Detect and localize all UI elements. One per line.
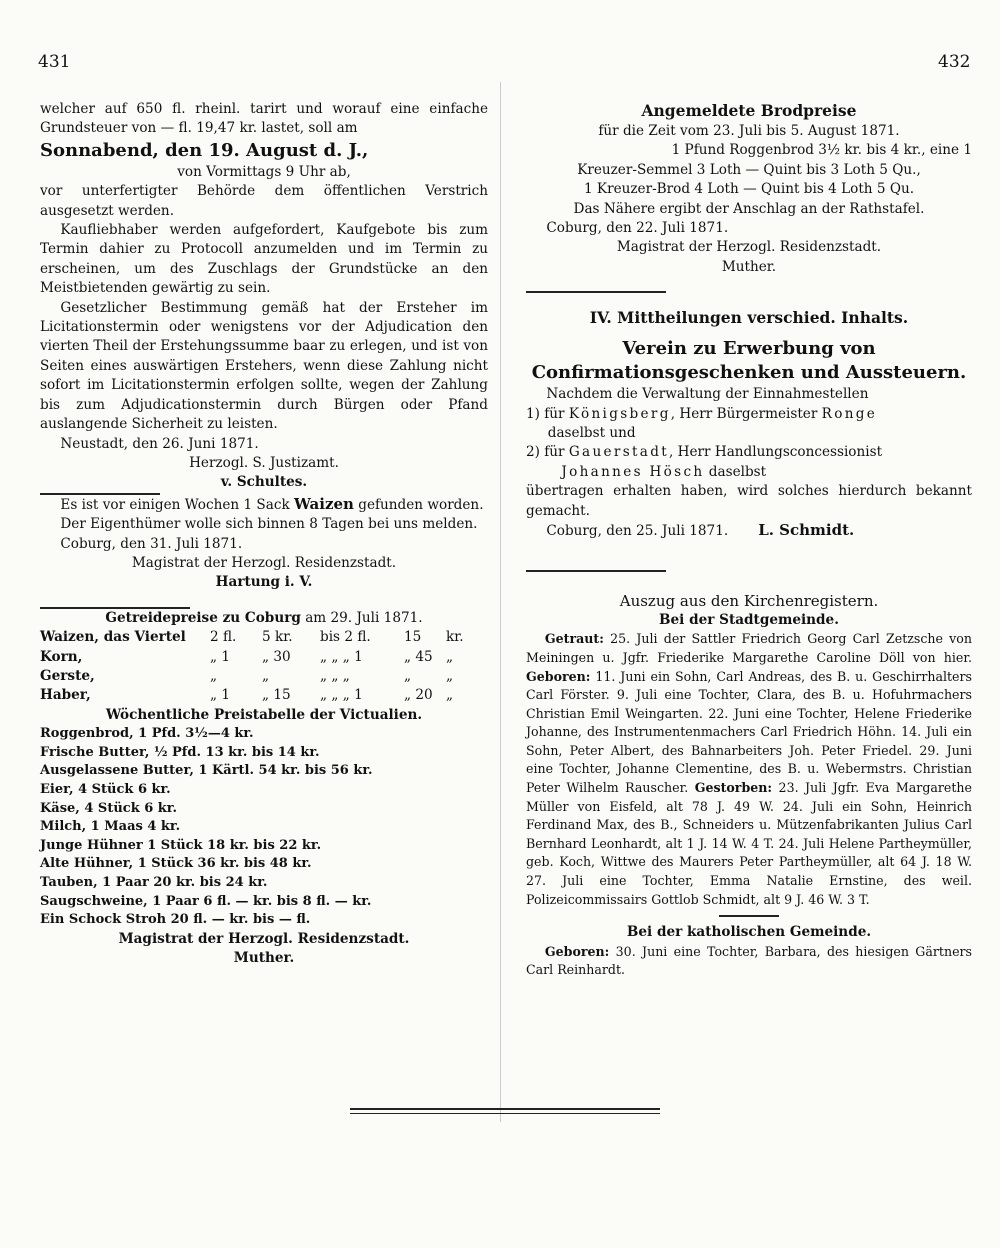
victual-item: Alte Hühner, 1 Stück 36 kr. bis 48 kr. bbox=[40, 856, 312, 872]
victuals-authority: Magistrat der Herzogl. Residenzstadt. bbox=[118, 930, 410, 947]
bread-line: 1 Kreuzer-Brod 4 Loth — Quint bis 4 Loth 5 Qu. bbox=[583, 181, 915, 198]
grain-cell: 15 bbox=[404, 629, 422, 646]
victual-item: Käse, 4 Stück 6 kr. bbox=[40, 800, 177, 816]
grain-cell: „ „ „ 1 bbox=[320, 648, 363, 665]
left-column bbox=[40, 100, 488, 969]
bread-price-period: für die Zeit vom 23. Juli bis 5. August 1871. bbox=[598, 123, 900, 139]
page-number-right: 432 bbox=[938, 52, 971, 72]
grain-cell: Korn, bbox=[40, 648, 83, 665]
grain-cell: kr. bbox=[446, 629, 464, 646]
grain-row bbox=[40, 667, 488, 686]
grain-cell: „ bbox=[210, 667, 218, 684]
auction-text-1: welcher auf 650 fl. rheinl. tarirt und worauf eine einfache Grundsteuer von — fl. 19,47 kr. lastet, soll am bbox=[40, 101, 488, 137]
victuals-title: Wöchentliche Preistabelle der Victualien. bbox=[105, 706, 423, 723]
victual-item: Junge Hühner 1 Stück 18 kr. bis 22 kr. bbox=[40, 837, 322, 853]
found-owner-notice: Der Eigenthümer wolle sich binnen 8 Tagen bei uns melden. bbox=[60, 516, 478, 533]
verein-item-1-cont: daselbst und bbox=[547, 425, 636, 442]
verein-item-2-cont: Johannes Hösch daselbst bbox=[561, 463, 767, 480]
bread-signature: Muther. bbox=[721, 258, 777, 275]
section-heading: IV. Mittheilungen verschied. Inhalts. bbox=[589, 308, 909, 328]
grain-cell: „ 15 bbox=[262, 687, 291, 704]
victual-item: Tauben, 1 Paar 20 kr. bis 24 kr. bbox=[40, 874, 268, 890]
grain-cell: „ 20 bbox=[404, 687, 433, 704]
grain-cell: Haber, bbox=[40, 687, 91, 704]
grain-cell: „ „ „ 1 bbox=[320, 687, 363, 704]
auction-paragraph-3: Gesetzlicher Bestimmung gemäß hat der Ersteher im Licitationstermin oder wenigstens vor der Adjudication den vierten Theil der Erstehungssumme baar zu erlegen, und ist von Seiten eines auswärtigen Erstehers, wenn diese Zahlung nicht sofort im Licitationstermin erfolgen sollte, wegen der Zahlung bis zum Adjudicationstermin durch Bürgen oder Pfand auslangende Sicherheit zu leisten. bbox=[40, 299, 488, 433]
auction-date: Sonnabend, den 19. August d. J., bbox=[40, 139, 369, 161]
grain-row bbox=[40, 686, 488, 705]
grain-cell: „ „ „ bbox=[320, 667, 350, 684]
victual-item: Ein Schock Stroh 20 fl. — kr. bis — fl. bbox=[40, 912, 311, 928]
grain-cell: „ bbox=[446, 667, 454, 684]
verein-item-2: 2) für Gauerstadt, Herr Handlungsconcessionist bbox=[526, 444, 883, 461]
auction-date-place: Neustadt, den 26. Juni 1871. bbox=[60, 435, 259, 452]
grain-cell: „ bbox=[446, 648, 454, 665]
grain-cell: Waizen, das Viertel bbox=[40, 629, 186, 646]
verein-end: übertragen erhalten haben, wird solches hierdurch bekannt gemacht. bbox=[526, 483, 972, 519]
found-date-place: Coburg, den 31. Juli 1871. bbox=[60, 535, 243, 552]
auction-time: von Vormittags 9 Uhr ab, bbox=[177, 163, 351, 180]
grain-cell: „ bbox=[262, 667, 270, 684]
bread-line: 1 Pfund Roggenbrod 3½ kr. bis 4 kr., eine 1 bbox=[671, 142, 972, 159]
page-end-rule bbox=[350, 1108, 660, 1110]
victual-item: Saugschweine, 1 Paar 6 fl. — kr. bis 8 fl. — kr. bbox=[40, 893, 372, 909]
grain-cell: „ 45 bbox=[404, 648, 433, 665]
bread-line: Das Nähere ergibt der Anschlag an der Rathstafel. bbox=[573, 200, 925, 217]
kirchen-register-text: Getraut: 25. Juli der Sattler Friedrich Georg Carl Zetzsche von Meiningen u. Jgfr. Friederike Margarethe Caroline Döll von hier. Geboren: 11. Juni ein Sohn, Carl Andreas, des B. u. Geschirrhalters Carl Förster. 9. Juli eine Tochter, Clara, des B. u. Hofuhrmachers Christian Emil Weingarten. 22. Juni eine Tochter, Helene Friederike Johanne, des Instrumentenmachers Carl Friedrich Höhn. 14. Juli ein Sohn, Peter Albert, des Bahnarbeiters Joh. Peter Friedel. 29. Juni eine Tochter, Johanne Clementine, des B. u. Webermstrs. Christian Peter Wilhelm Rauscher. Gestorben: 23. Juli Jgfr. Eva Margarethe Müller von Eisfeld, alt 78 J. 49 W. 24. Juli ein Sohn, Heinrich Ferdinand Max, des B., Schneiders u. Mützenfabrikanten Julius Carl Bernhard Leonhardt, alt 1 J. 14 W. 4 T. 24. Juli Helene Partheymüller, geb. Koch, Wittwe des Maurers Peter Partheymüller, alt 64 J. 18 W. 27. Juli eine Tochter, Emma Natalie Ernstine, des weil. Polizeicommissairs Gottlob Schmidt, alt 9 J. 46 W. 3 T. bbox=[526, 631, 972, 907]
grain-cell: bis 2 fl. bbox=[320, 629, 371, 646]
verein-date-place: Coburg, den 25. Juli 1871. L. Schmidt. bbox=[546, 521, 855, 540]
found-signature: Hartung i. V. bbox=[215, 574, 313, 591]
column-divider bbox=[500, 82, 501, 1122]
page-number-left: 431 bbox=[38, 52, 71, 72]
separator-rule bbox=[526, 570, 666, 572]
bread-authority: Magistrat der Herzogl. Residenzstadt. bbox=[616, 239, 882, 256]
grain-cell: „ 1 bbox=[210, 687, 231, 704]
grain-row bbox=[40, 628, 488, 647]
grain-price-title: Getreidepreise zu Coburg am 29. Juli 1871. bbox=[105, 609, 423, 626]
found-authority: Magistrat der Herzogl. Residenzstadt. bbox=[131, 554, 397, 571]
grain-row bbox=[40, 648, 488, 667]
kirchen-subheading-kath: Bei der katholischen Gemeinde. bbox=[626, 924, 872, 941]
victual-item: Ausgelassene Butter, 1 Kärtl. 54 kr. bis 56 kr. bbox=[40, 763, 373, 779]
kirchen-title: Auszug aus den Kirchenregistern. bbox=[619, 591, 879, 610]
bread-date-place: Coburg, den 22. Juli 1871. bbox=[546, 220, 729, 237]
grain-cell: „ bbox=[404, 667, 412, 684]
separator-rule bbox=[526, 291, 666, 293]
verein-item-1: 1) für Königsberg, Herr Bürgermeister Ronge bbox=[526, 405, 878, 422]
victual-item: Roggenbrod, 1 Pfd. 3½—4 kr. bbox=[40, 726, 254, 742]
auction-signature: v. Schultes. bbox=[220, 474, 308, 491]
kirchen-subheading-stadt: Bei der Stadtgemeinde. bbox=[659, 611, 839, 628]
grain-cell: Gerste, bbox=[40, 667, 95, 684]
right-column bbox=[526, 100, 972, 980]
page-end-rule bbox=[350, 1113, 660, 1114]
grain-cell: 5 kr. bbox=[262, 629, 293, 646]
victual-item: Frische Butter, ½ Pfd. 13 kr. bis 14 kr. bbox=[40, 744, 320, 760]
found-notice: Es ist vor einigen Wochen 1 Sack Waizen gefunden worden. bbox=[60, 494, 484, 513]
separator-rule bbox=[719, 915, 779, 917]
auction-authority: Herzogl. S. Justizamt. bbox=[189, 454, 339, 471]
bread-price-title: Angemeldete Brodpreise bbox=[641, 101, 857, 120]
grain-cell: 2 fl. bbox=[210, 629, 237, 646]
verein-intro: Nachdem die Verwaltung der Einnahmestellen bbox=[546, 386, 869, 403]
victual-item: Milch, 1 Maas 4 kr. bbox=[40, 819, 181, 835]
victuals-signature: Muther. bbox=[233, 950, 295, 967]
grain-price-table bbox=[40, 628, 488, 706]
auction-text-end: vor unterfertigter Behörde dem öffentlichen Verstrich ausgesetzt werden. bbox=[40, 183, 488, 219]
verein-title: Verein zu Erwerbung von Confirmationsgeschenken und Aussteuern. bbox=[531, 338, 967, 384]
grain-cell: „ 30 bbox=[262, 648, 291, 665]
grain-cell: „ bbox=[446, 687, 454, 704]
victuals-list bbox=[40, 725, 488, 930]
victual-item: Eier, 4 Stück 6 kr. bbox=[40, 781, 171, 797]
grain-cell: „ 1 bbox=[210, 648, 231, 665]
bread-price-lines bbox=[526, 141, 972, 219]
auction-paragraph-2: Kaufliebhaber werden aufgefordert, Kaufgebote bis zum Termin dahier zu Protocoll anzumelden und im Termin zu erscheinen, um des Zuschlags der Grundstücke an den Meistbietenden gewärtig zu sein. bbox=[40, 222, 488, 297]
bread-line: Kreuzer-Semmel 3 Loth — Quint bis 3 Loth 5 Qu., bbox=[577, 161, 921, 178]
kirchen-kath-text: Geboren: 30. Juni eine Tochter, Barbara, des hiesigen Gärtners Carl Reinhardt. bbox=[526, 943, 972, 978]
